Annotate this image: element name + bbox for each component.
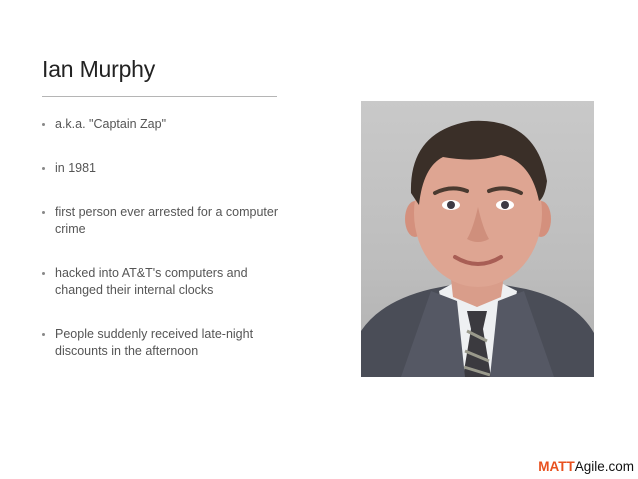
slide-title: Ian Murphy — [42, 56, 156, 82]
bullet-item: People suddenly received late-night discounts in the afternoon — [40, 326, 290, 360]
brand-logo — [538, 459, 634, 474]
brand-accent: MATT — [538, 459, 575, 474]
bullet-item: hacked into AT&T's computers and changed their internal clocks — [40, 265, 290, 299]
brand-rest: Agile.com — [574, 459, 634, 474]
bullet-item: first person ever arrested for a computer crime — [40, 204, 290, 238]
bullet-item: a.k.a. "Captain Zap" — [40, 116, 290, 133]
bullet-item: in 1981 — [40, 160, 290, 177]
portrait-illustration — [361, 101, 594, 377]
title-divider — [42, 96, 277, 97]
portrait-photo — [361, 101, 594, 377]
bullet-list — [40, 116, 290, 360]
